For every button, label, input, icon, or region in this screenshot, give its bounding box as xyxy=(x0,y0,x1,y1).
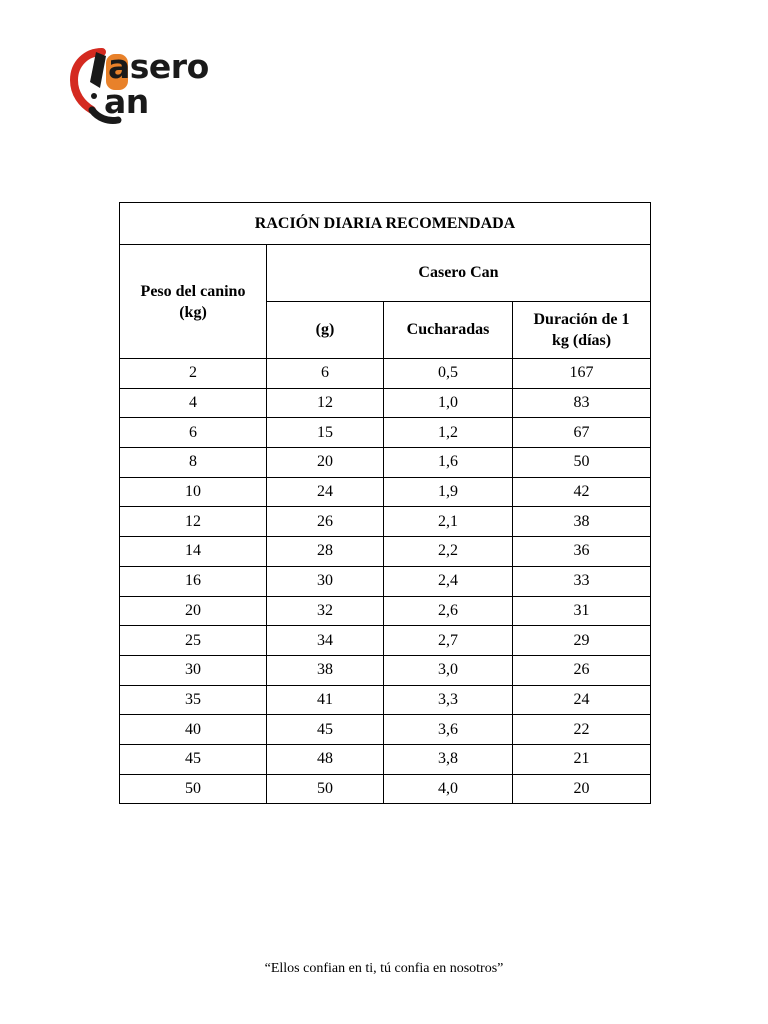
table-cell: 41 xyxy=(267,685,384,715)
table-cell: 20 xyxy=(513,774,651,804)
table-cell: 20 xyxy=(120,596,267,626)
table-row xyxy=(120,537,651,567)
table-cell: 31 xyxy=(513,596,651,626)
table-row xyxy=(120,477,651,507)
table-row xyxy=(120,507,651,537)
table-cell: 22 xyxy=(513,715,651,745)
table-row xyxy=(120,448,651,478)
table-cell: 3,3 xyxy=(384,685,513,715)
table-cell: 29 xyxy=(513,626,651,656)
table-cell: 48 xyxy=(267,744,384,774)
table-cell: 21 xyxy=(513,744,651,774)
table-cell: 45 xyxy=(267,715,384,745)
table-cell: 2 xyxy=(120,359,267,389)
spoons-header: Cucharadas xyxy=(384,302,513,359)
duration-header xyxy=(513,302,651,359)
table-cell: 40 xyxy=(120,715,267,745)
table-cell: 25 xyxy=(120,626,267,656)
table-cell: 2,6 xyxy=(384,596,513,626)
table-row xyxy=(120,774,651,804)
table-cell: 1,6 xyxy=(384,448,513,478)
logo-text-line2: an xyxy=(104,82,149,121)
table-cell: 3,6 xyxy=(384,715,513,745)
table-row xyxy=(120,418,651,448)
footer-quote: “Ellos confian en ti, tú confia en nosotros” xyxy=(264,961,504,976)
weight-header xyxy=(120,245,267,359)
table-row xyxy=(120,388,651,418)
table-row xyxy=(120,566,651,596)
group-header: Casero Can xyxy=(267,245,651,302)
table-cell: 42 xyxy=(513,477,651,507)
brand-logo xyxy=(66,42,256,128)
weight-header-label: Peso del canino (kg) xyxy=(140,282,246,321)
table-title: RACIÓN DIARIA RECOMENDADA xyxy=(120,203,651,245)
table-cell: 3,8 xyxy=(384,744,513,774)
table-cell: 2,2 xyxy=(384,537,513,567)
table-cell: 2,1 xyxy=(384,507,513,537)
table-cell: 1,2 xyxy=(384,418,513,448)
table-cell: 38 xyxy=(267,655,384,685)
table-cell: 167 xyxy=(513,359,651,389)
table-row xyxy=(120,359,651,389)
table-cell: 2,4 xyxy=(384,566,513,596)
table-cell: 35 xyxy=(120,685,267,715)
table-body xyxy=(120,359,651,804)
table-cell: 26 xyxy=(267,507,384,537)
table-cell: 28 xyxy=(267,537,384,567)
table-row xyxy=(120,626,651,656)
table-cell: 26 xyxy=(513,655,651,685)
table-row xyxy=(120,715,651,745)
table-cell: 24 xyxy=(267,477,384,507)
table-cell: 32 xyxy=(267,596,384,626)
table-cell: 12 xyxy=(267,388,384,418)
table-cell: 24 xyxy=(513,685,651,715)
table-cell: 20 xyxy=(267,448,384,478)
table-cell: 34 xyxy=(267,626,384,656)
table-cell: 4,0 xyxy=(384,774,513,804)
table-cell: 6 xyxy=(120,418,267,448)
table-cell: 2,7 xyxy=(384,626,513,656)
table-cell: 14 xyxy=(120,537,267,567)
table-cell: 8 xyxy=(120,448,267,478)
table-cell: 50 xyxy=(120,774,267,804)
table-cell: 3,0 xyxy=(384,655,513,685)
table-cell: 50 xyxy=(513,448,651,478)
table-cell: 0,5 xyxy=(384,359,513,389)
table-row xyxy=(120,596,651,626)
grams-header: (g) xyxy=(267,302,384,359)
logo-text-line1: asero xyxy=(108,47,209,86)
table-cell: 1,0 xyxy=(384,388,513,418)
table-cell: 36 xyxy=(513,537,651,567)
table-row xyxy=(120,744,651,774)
table-row xyxy=(120,685,651,715)
table-cell: 45 xyxy=(120,744,267,774)
table-cell: 6 xyxy=(267,359,384,389)
table-cell: 1,9 xyxy=(384,477,513,507)
ration-table xyxy=(119,202,651,804)
table-cell: 15 xyxy=(267,418,384,448)
table-cell: 83 xyxy=(513,388,651,418)
duration-header-label: Duración de 1 kg (días) xyxy=(533,311,630,349)
table-cell: 67 xyxy=(513,418,651,448)
table-row xyxy=(120,655,651,685)
table-cell: 30 xyxy=(120,655,267,685)
table-cell: 10 xyxy=(120,477,267,507)
table-cell: 4 xyxy=(120,388,267,418)
table-cell: 12 xyxy=(120,507,267,537)
table-cell: 33 xyxy=(513,566,651,596)
table-cell: 16 xyxy=(120,566,267,596)
table-cell: 38 xyxy=(513,507,651,537)
table-cell: 50 xyxy=(267,774,384,804)
table-cell: 30 xyxy=(267,566,384,596)
